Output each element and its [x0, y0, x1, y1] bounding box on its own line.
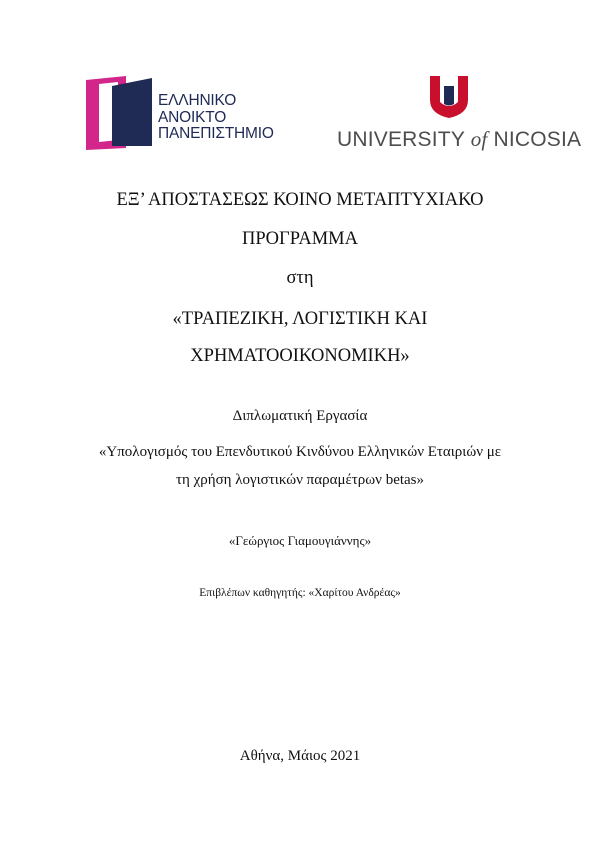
- thesis-title-line-2: τη χρήση λογιστικών παραμέτρων betas»: [175, 472, 425, 488]
- university-of-nicosia-logo: [337, 76, 582, 156]
- program-title-line-2: ΠΡΟΓΡΑΜΜΑ: [242, 229, 358, 249]
- hellenic-open-university-logo: [86, 76, 286, 154]
- program-title-line-1: ΕΞ’ ΑΠΟΣΤΑΣΕΩΣ ΚΟΙΝΟ ΜΕΤΑΠΤΥΧΙΑΚΟ: [116, 190, 484, 210]
- shield-icon: [430, 76, 468, 118]
- supervisor: Επιβλέπων καθηγητής: «Χαρίτου Ανδρέας»: [199, 587, 401, 599]
- wordmark-nicosia: NICOSIA: [487, 128, 582, 151]
- logo-wordmark: [337, 127, 581, 152]
- program-connector: στη: [286, 268, 314, 288]
- wordmark-of: of: [470, 127, 488, 151]
- place-and-date: Αθήνα, Μάιος 2021: [239, 748, 361, 764]
- logo-name: [158, 93, 274, 143]
- logo-name-line-2: ΑΝΟΙΚΤΟ: [158, 108, 227, 126]
- thesis-title-line-1: «Υπολογισμός του Επενδυτικού Κινδύνου Ελληνικών Εταιριών με: [98, 444, 502, 460]
- wordmark-university: UNIVERSITY: [337, 128, 471, 151]
- open-book-icon: [86, 76, 152, 150]
- program-name-line-2: ΧΡΗΜΑΤΟΟΙΚΟΝΟΜΙΚΗ»: [190, 346, 410, 366]
- program-name-line-1: «ΤΡΑΠΕΖΙΚΗ, ΛΟΓΙΣΤΙΚΗ ΚΑΙ: [172, 309, 428, 329]
- author-name: «Γεώργιος Γιαμουγιάννης»: [228, 533, 372, 548]
- logo-name-line-3: ΠΑΝΕΠΙΣΤΗΜΙΟ: [158, 125, 274, 142]
- logo-name-line-1: ΕΛΛΗΝΙΚΟ: [158, 92, 237, 109]
- thesis-type: Διπλωματική Εργασία: [232, 408, 368, 424]
